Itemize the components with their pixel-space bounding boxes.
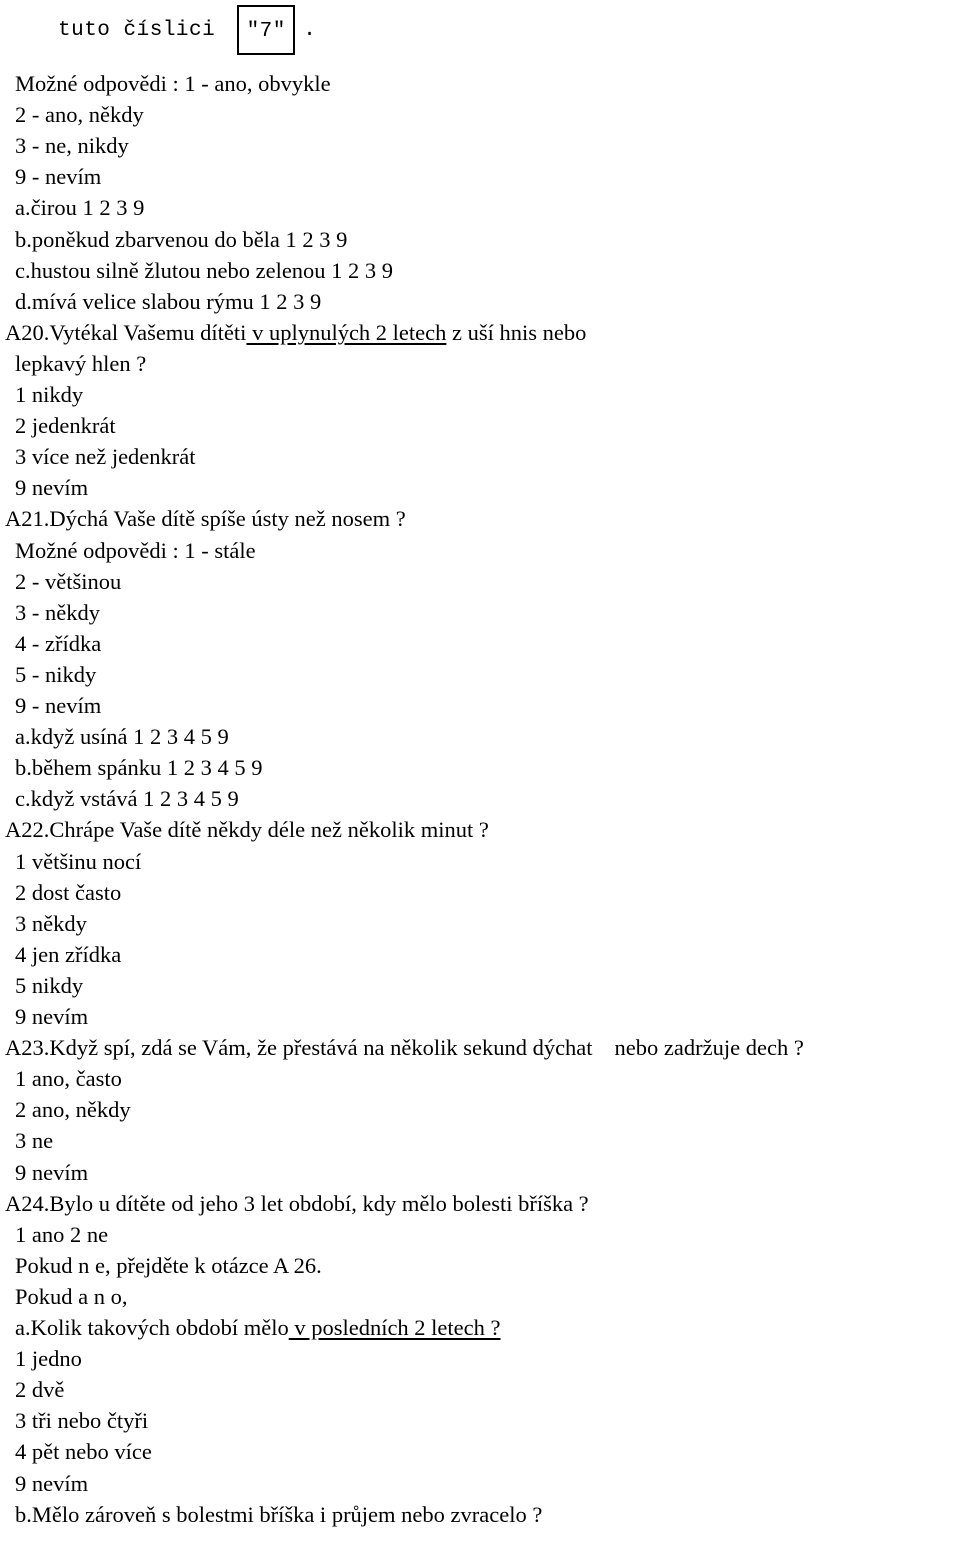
text-line [15,286,321,317]
line-text: Možné odpovědi : 1 - ano, obvykle [15,71,331,96]
text-line [15,348,146,379]
text-line [15,535,256,566]
text-line [15,99,144,130]
text-line [15,970,83,1001]
text-line [5,814,489,845]
line-text: c.když vstává 1 2 3 4 5 9 [15,786,239,812]
text-line [15,877,121,908]
line-text: 1 ano 2 ne [15,1221,109,1247]
line-text: A24.Bylo u dítěte od jeho 3 let období, kdy mělo bolesti bříška ? [5,1190,589,1216]
line-text: b.během spánku 1 2 3 4 5 9 [15,755,263,781]
line-text: 3 ne [15,1128,54,1154]
text-line [15,752,262,783]
line-text: b.Mělo zároveň s bolestmi bříška i průjem nebo zvracelo ? [15,1501,543,1527]
text-line [15,566,121,597]
line-text: 1 ano, často [15,1066,122,1092]
line-text: A21.Dýchá Vaše dítě spíše ústy než nosem ? [5,506,406,532]
line-text: 1 jedno [15,1346,82,1372]
text-line [15,1405,148,1436]
text-line [15,1063,122,1094]
text-line [15,161,101,192]
line-text: 4 - zřídka [15,630,102,656]
line-text: 2 dvě [15,1377,65,1403]
text-line [5,1188,589,1219]
text-line [15,939,121,970]
line-text: 2 ano, někdy [15,1097,131,1123]
line-text: 9 nevím [15,1470,89,1496]
underlined-text: v uplynulých 2 letech [246,319,447,345]
line-text: z uší hnis nebo [446,319,587,345]
line-text: 4 jen zřídka [15,941,122,967]
text-line [15,783,239,814]
line-text: 5 nikdy [15,972,84,998]
text-line [15,908,87,939]
text-line [15,1001,88,1032]
text-line [15,1374,64,1405]
text-line [15,597,100,628]
text-line [15,68,331,99]
text-line [15,255,393,286]
text-line [15,130,129,161]
line-text: 2 jedenkrát [15,413,116,439]
text-line [15,410,116,441]
line-text: 4 pět nebo více [15,1439,152,1465]
line-text: 2 dost často [15,879,122,905]
line-text: Pokud n e, přejděte k otázce A 26. [15,1252,322,1278]
line-text: 3 tři nebo čtyři [15,1408,149,1434]
line-text: 5 - nikdy [15,661,97,687]
text-line [15,659,96,690]
text-line [15,192,144,223]
text-line [15,1312,501,1343]
line-text: 3 - ne, nikdy [15,133,129,159]
line-text: 9 nevím [15,475,89,501]
text-line [15,441,196,472]
line-text: lepkavý hlen ? [15,350,147,376]
text-line [15,379,83,410]
line-text: d.mívá velice slabou rýmu 1 2 3 9 [15,288,322,314]
line-text: a.Kolik takových období mělo [15,1315,289,1340]
line-text: 2 - většinou [15,568,122,594]
header-suffix: . [303,18,317,42]
line-text: 9 nevím [15,1004,89,1029]
line-text: 9 nevím [15,1159,89,1185]
line-text: 1 většinu nocí [15,848,142,874]
line-text: 2 - ano, někdy [15,102,144,128]
line-text: 1 nikdy [15,382,84,407]
line-text: a.čirou 1 2 3 9 [15,195,145,221]
text-line [15,1125,53,1156]
line-text: Pokud a n o, [15,1283,128,1309]
text-line [15,1343,82,1374]
line-text: A23.Když spí, zdá se Vám, že přestává na několik sekund dýchat [5,1035,593,1061]
text-line [15,472,88,503]
line-text: A22.Chrápe Vaše dítě někdy déle než několik minut ? [5,817,489,843]
text-line [15,690,101,721]
text-line [15,1281,128,1312]
text-line [15,1157,88,1188]
text-line [15,1436,152,1467]
text-line [5,503,406,534]
line-text: b.poněkud zbarvenou do běla 1 2 3 9 [15,226,348,252]
line-text: nebo zadržuje dech ? [614,1035,804,1061]
text-line [15,628,101,659]
text-line [15,1094,131,1125]
text-line [15,846,141,877]
text-line [5,1032,804,1063]
text-line [15,1250,322,1281]
line-text: Možné odpovědi : 1 - stále [15,537,256,563]
text-line [5,317,586,348]
line-text: 9 - nevím [15,164,102,190]
text-line [15,1499,542,1530]
line-text: 9 - nevím [15,693,102,718]
text-line [15,721,229,752]
text-line [15,224,347,255]
line-text: c.hustou silně žlutou nebo zelenou 1 2 3 9 [15,257,394,283]
line-text: A20.Vytékal Vašemu dítěti [5,319,247,345]
underlined-text: v posledních 2 letech ? [288,1315,501,1340]
header-prefix: tuto číslici [58,18,216,42]
line-text: 3 někdy [15,910,87,936]
boxed-digit: "7" [237,5,295,55]
line-text: a.když usíná 1 2 3 4 5 9 [15,724,229,750]
text-line [15,1219,108,1250]
line-text: 3 více než jedenkrát [15,444,196,470]
header-line [58,2,316,58]
text-line [15,1468,88,1499]
line-text: 3 - někdy [15,599,100,625]
